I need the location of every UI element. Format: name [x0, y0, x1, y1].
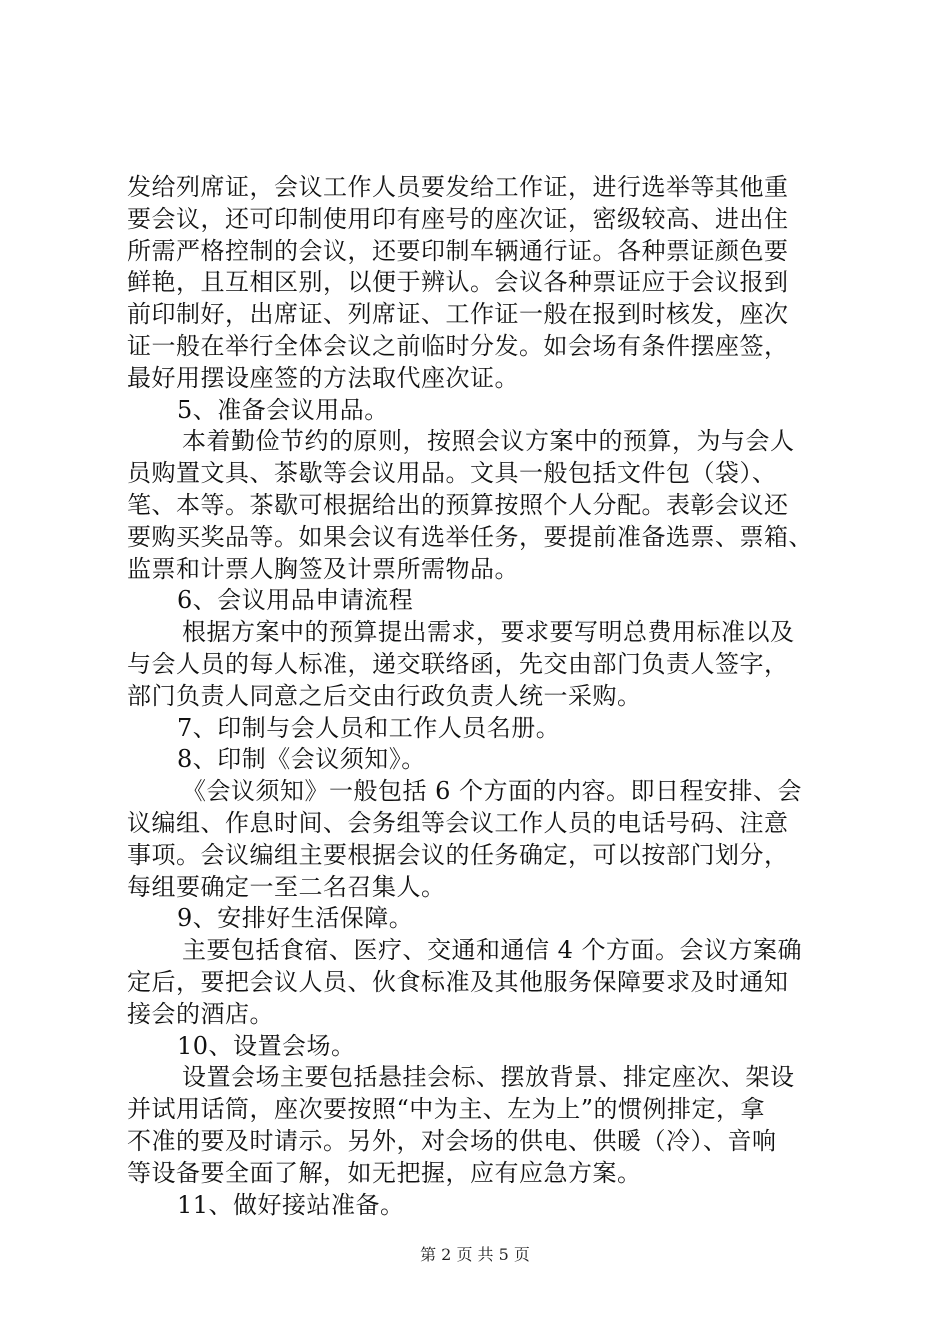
text-line: 发给列席证，会议工作人员要发给工作证，进行选举等其他重 [127, 173, 789, 201]
section-heading: 6、会议用品申请流程 [177, 586, 414, 615]
paragraph-first-line: 本着勤俭节约的原则，按照会议方案中的预算，为与会人 [182, 427, 795, 456]
text-line: 与会人员的每人标准，递交联络函，先交由部门负责人签字， [127, 649, 789, 678]
text-line: 最好用摆设座签的方法取代座次证。 [127, 363, 519, 392]
text-line: 要购买奖品等。如果会议有选举任务，要提前准备选票、票箱、 [127, 522, 813, 551]
page-number-footer: 第 2 页 共 5 页 [420, 1245, 530, 1264]
section-heading: 8、印制《会议须知》。 [177, 745, 426, 774]
text-line: 要会议，还可印制使用印有座号的座次证，密级较高、进出住 [127, 204, 789, 233]
text-line: 不准的要及时请示。另外，对会场的供电、供暖（冷）、音响 [127, 1126, 777, 1155]
text-line: 议编组、作息时间、会务组等会议工作人员的电话号码、注意 [127, 808, 789, 837]
section-heading: 5、准备会议用品。 [177, 395, 389, 424]
text-line: 等设备要全面了解，如无把握，应有应急方案。 [127, 1158, 642, 1187]
text-line: 笔、本等。茶歇可根据给出的预算按照个人分配。表彰会议还 [127, 490, 789, 519]
paragraph-first-line: 主要包括食宿、医疗、交通和通信 4 个方面。会议方案确 [182, 936, 803, 965]
paragraph-first-line: 设置会场主要包括悬挂会标、摆放背景、排定座次、架设 [182, 1063, 795, 1092]
text-line: 事项。会议编组主要根据会议的任务确定，可以按部门划分， [127, 840, 789, 869]
section-heading: 10、设置会场。 [177, 1031, 356, 1060]
text-line: 前印制好，出席证、列席证、工作证一般在报到时核发，座次 [127, 300, 789, 329]
text-line: 接会的酒店。 [127, 999, 274, 1028]
text-line: 定后，要把会议人员、伙食标准及其他服务保障要求及时通知 [127, 967, 789, 996]
text-line: 部门负责人同意之后交由行政负责人统一采购。 [127, 681, 642, 710]
paragraph-first-line: 《会议须知》一般包括 6 个方面的内容。即日程安排、会 [182, 777, 803, 806]
section-heading: 11、做好接站准备。 [177, 1190, 405, 1219]
document-body [127, 172, 843, 1221]
section-heading: 9、安排好生活保障。 [177, 904, 414, 933]
text-line: 每组要确定一至二名召集人。 [127, 872, 446, 901]
text-line: 所需严格控制的会议，还要印制车辆通行证。各种票证颜色要 [127, 236, 789, 265]
text-line: 监票和计票人胸签及计票所需物品。 [127, 554, 519, 583]
text-line: 鲜艳，且互相区别，以便于辨认。会议各种票证应于会议报到 [127, 268, 789, 297]
paragraph-first-line: 根据方案中的预算提出需求，要求要写明总费用标准以及 [182, 618, 795, 647]
section-heading: 7、印制与会人员和工作人员名册。 [177, 713, 561, 742]
text-line: 证一般在举行全体会议之前临时分发。如会场有条件摆座签， [127, 331, 789, 360]
text-line: 并试用话筒，座次要按照“中为主、左为上”的惯例排定，拿 [127, 1095, 766, 1124]
text-line: 员购置文具、茶歇等会议用品。文具一般包括文件包（袋）、 [127, 459, 777, 488]
